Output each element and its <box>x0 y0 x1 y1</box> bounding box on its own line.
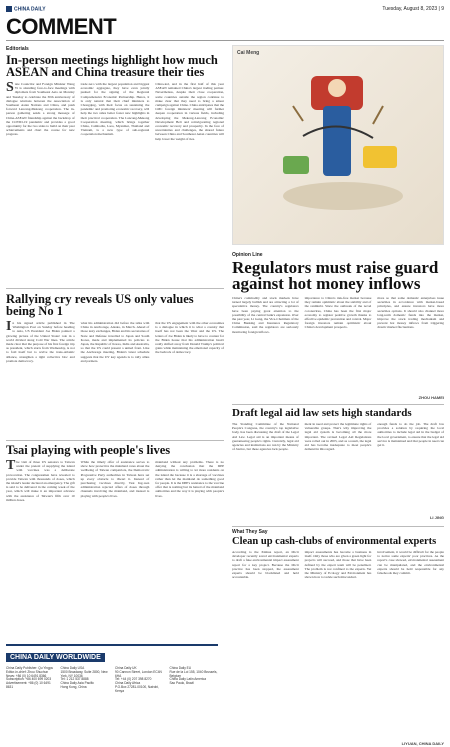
article3-col2-text: While the timely offer of assistance serves to show how protective the mainland cares about the wellbeing of Taiwan compatriots, the Democratic Progressive Party authorities in Taiwan have set up every obstacle to thwart it. Instead of purchasing vaccines directly, Tsai Ing-wen administration rejected offers of doses through channels involving the mainland, and instead is playing with people's lives. <box>80 460 150 498</box>
opinion-article3-col1-text: According to the Xinhua report, an illicit developer recently saved environmental experts to draft a fake environmental impact assessment report for a key project. Because the illicit practice has been stopped, the assessment experts should be blacklisted and held accountable. <box>232 550 299 580</box>
article3-col3 <box>155 460 224 638</box>
editorials-section <box>6 46 224 258</box>
brand-name: CHINA DAILY <box>14 6 46 13</box>
opinion-article1-col1 <box>232 296 299 394</box>
opinion-article3-byline: LIYUAN, CHINA DAILY <box>401 741 444 746</box>
opinion-article2-title: Draft legal aid law sets high standards <box>232 407 412 419</box>
opinion-article2-byline: LI JING <box>429 515 444 520</box>
footer-grid <box>6 667 218 694</box>
article1-col3-text: China-led, and in the first half of this year ASEAN remained China's largest trading partner. Nevertheless, despite their close cooperation, some countries outside the region continue to make clear that they need to bring a smear campaign against China. China anticipates that the LMC foreign ministers' meeting will further deepen cooperation in various fields, including developing the Mekong-Lancang Economic Development Belt and reinvigorating regional economic recovery and prosperity. In the face of uncertainties and challenges, the shared future between China and Southeast Asian countries will help lower the weight of ties. <box>155 82 224 141</box>
opinion-article1-col2-text: importance to China's risk-free market because they remain optimistic about the stability and of the renminbi. Since the outbreak of the novel coronavirus, China has been the first major economy to register positive growth thanks to effective epidemic prevention and control. Major foreign investors remain optimistic about China's development prospects. <box>304 296 372 330</box>
page-header <box>6 4 444 14</box>
article2 <box>6 293 224 453</box>
article1-body <box>6 82 224 258</box>
opinion-section <box>232 252 444 400</box>
section-title: COMMENT <box>6 14 117 39</box>
article3-body <box>6 460 224 638</box>
opinion-article1-col3 <box>377 296 444 394</box>
article3 <box>6 444 224 638</box>
editorials-label: Editorials <box>6 46 29 52</box>
opinion-article1-body <box>232 296 444 394</box>
cartoon-illustration <box>233 46 444 245</box>
article2-col2 <box>81 321 150 453</box>
article3-col1 <box>6 460 75 638</box>
opinion-article3-col2 <box>305 550 372 740</box>
article3-title: Tsai playing with people's lives <box>6 443 171 457</box>
editorial-cartoon <box>232 45 444 245</box>
article3-col2 <box>81 460 150 638</box>
date-line-wrap: Tuesday, August 8, 2023 | 9 <box>382 6 444 12</box>
date-line: Tuesday, August 8, 2023 <box>382 6 438 12</box>
footer-title: CHINA DAILY WORLDWIDE <box>6 653 105 662</box>
article3-col1-text: he visit of three US senators to Taiwan under the pretext of supplying the island with vaccines was a deliberate provocation. The congressmen have revealed to provide Taiwan with thousands of doses, which the island's leader declared an emergency. The gift is said to be delivered in the coming week of the year, which will make it an important advance with the assistance of Taiwan's fifth over 10 million doses. <box>6 460 75 502</box>
footer-col4: China Daily EU Rue de la Loi 155, 1040 Brussels, Belgium China Daily Latin America Sao Paulo, Brazil <box>169 666 218 686</box>
divider <box>232 404 444 405</box>
article1-col2-text: trade zero with the largest population and biggest economic aggregate, they have even jointly pushed for the signing of the Regional Comprehensive Economic Partnership. Hence, it is only natural that their chief ministers to Chongqing, with their focus on sustaining the pandemic and promoting economic recovery, will help the two sides better foster new highlights in their practical cooperation. The Lancang-Mekong Cooperation meeting, which brings together China, Cambodia, Laos, Myanmar, Thailand and Vietnam, is a new type of sub-regional cooperation mechanism. <box>80 82 150 137</box>
opinion-article2-body <box>232 422 444 514</box>
opinion-article3-body <box>232 550 444 740</box>
opinion-label: Opinion Line <box>232 252 263 258</box>
opinion-article2-col3 <box>377 422 444 514</box>
opinion-article3-title: Clean up cash-clubs of environmental experts <box>232 536 437 547</box>
opinion-article1-title: Regulators must raise guard against hot money inflows <box>232 258 439 293</box>
footer-col1: China Daily Publisher: Qu Yingpu Editor-in-chief: Zhou Shuchun News: +86 (0) 10 6491 8366 Subscription: +86 400 699 0203 Advertisement: +86 (0) 10 6491 8631 <box>6 666 54 689</box>
article1-col1-text: tate Councilor and Foreign Minister Wang Yi is attending face-to-face meetings with diplomats from Southeast Asia on Monday and Tuesday to celebrate the 30th anniversary of dialogue relations between the Association of Southeast Asian Nations and China, and push forward Lancang-Mekong cooperation. The in-person gathering sends a strong message of China-ASEAN friendship against the backdrop of the COVID-19 pandemic and provides a good opportunity for the two sides to build on their past achievements and chart the course for new progress. <box>6 82 75 137</box>
article2-col3 <box>155 321 224 453</box>
opinion-article1-col3-text: more so that some domestic enterprises issue securities in accordance with market-based principles, and ensure investors have more securities options. It should also channel more long-term domestic funds into the market, improve the stock trading mechanism and prevent hot money inflows from triggering drastic market fluctuations. <box>377 296 444 330</box>
article1-title: In-person meetings highlight how much ASEAN and China treasure their ties <box>6 53 218 79</box>
opinion-article3-col3 <box>377 550 444 740</box>
divider <box>232 526 444 527</box>
header-rule <box>6 40 444 41</box>
article3-col3-text: mainland without any problems. There is no denying the conclusion that the DPP administration is willing to let more residents on the island die because it is a shortage of vaccines rather than let the mainland do something good for people. It is the DPP's resistance to the vaccine offer that is nothing but its hatred of the mainland authorities and the way it is playing with people's lives. <box>155 460 224 498</box>
article2-col1-text: n his signed article published in The Washington Post on Sunday before heading to Asia, US President Joe Biden painted a glowing picture of the United States' role in a world divided along Cold War lines. The article made clear that the purpose of his first foreign trip as president, which starts from Wednesday, is not to fold itself but to revive the trans-Atlantic alliance, strengthen a tight collective bloc and promote democracy. <box>6 321 75 363</box>
opinion-article2-col1-text: The Standing Committee of the National People's Congress, the country's top legislative body, has been discussing the draft of the Legal Aid Law. Legal aid is an important means of guaranteeing people's rights. Currently, legal aid agencies and institutions are run by the Ministry of Justice, but these agencies lack people. <box>232 422 299 452</box>
article2-dropcap: I <box>6 321 12 334</box>
article2-body <box>6 321 224 453</box>
article1-dropcap: S <box>6 82 14 95</box>
opinion-article3-col3-text: involvement, it would be difficult for the people to notice some experts' poor practices. As the report's case showed, environmental assessment can be manipulated, and the environmental experts should be held responsible for any falsehoods they commit. <box>377 550 444 576</box>
logo-icon <box>6 6 12 12</box>
opinion-article2 <box>232 408 444 520</box>
opinion-article2-col3-text: enough funds to do the job. The draft law provides a solution by requiring the local authorities to include legal aid in the budget of the local government, to ensure that the legal aid service is maintained and that people in need can get it. <box>377 422 444 448</box>
opinion-article1-col1-text: China's commodity and stock markets have turned largely bullish and are attracting a lot of speculative money. The country's regulators have been paying great attention to the possibility of the central bank's expansion. Over the past year, Li Gang, the Vice-Chairman of the China Banking and Insurance Regulatory Commission, said the regulators are seriously monitoring foreign inflows. <box>232 296 299 334</box>
opinion-article3-col1 <box>232 550 299 740</box>
what-they-say-label: What They Say <box>232 529 268 535</box>
opinion-article2-col1 <box>232 422 299 514</box>
article1-col3 <box>155 82 224 258</box>
article2-col3-text: that the US engagement with the other economies is a dialogue in which it is what a country that itself has not been the West and the US. The letters of Joe Biden is likely to have to counter for the Biden house that his administration hasn't really shifted away from Donald Trump's political gains while maintaining the emotional capacity of the bedrock of democracy. <box>155 321 224 355</box>
divider <box>6 288 224 289</box>
article3-dropcap: T <box>6 460 16 473</box>
opinion-article2-col2 <box>305 422 372 514</box>
footer <box>6 644 218 741</box>
footer-col3: China Daily UK 90 Cannon Street, London EC4N 6HA Tel: +44 (0) 207 398 8270 China Daily Africa P.O.Box 27281-00100, Nairobi, Kenya <box>115 666 162 693</box>
article1-col2 <box>81 82 150 258</box>
opinion-article1-byline: ZHOU HAMEI <box>418 395 444 400</box>
page-number: 9 <box>441 6 444 12</box>
article1-col1 <box>6 82 75 258</box>
opinion-article1-col2 <box>305 296 372 394</box>
divider <box>6 440 224 441</box>
opinion-article3 <box>232 529 444 746</box>
brand <box>6 6 46 12</box>
article2-col1 <box>6 321 75 453</box>
opinion-article3-col2-text: impact assessments has become a business in itself. Only those who are given a green light for projects will succeed, and those that have been defined by the expert team will be penalized. The problem is not confined to the experts. Yet the Ministry of Ecology and Environment has shown how to tackle such misconduct. <box>304 550 372 580</box>
opinion-article2-col2-text: ment in need and protect the legitimate rights of vulnerable groups. That's why improving the legal aid system is becoming all the more important. The revised Legal Aid Regulations were rolled out in 2003, and as a result, the legal aid has become inadequate to meet people's demand in this regard. <box>304 422 372 452</box>
article2-col2-text: what his administration did before the talks with China in Anchorage, Alaska, in March. Ahead of those testy exchanges, Biden and his secretaries of State and Defense travelled to Japan and South Korea, made and implemented its policies to Japan, the Republic of Korea, India and Australia, so that the US could present a united front. Like the Anchorage meeting, Biden's latest schedule suggests that the US' key agenda is to rally allies and partners. <box>80 321 150 363</box>
cartoon-credit: Cai Meng <box>237 50 260 56</box>
article2-title: Rallying cry reveals US only values being No 1 <box>6 292 194 318</box>
footer-col2: China Daily USA 1500 Broadway, Suite 2800, New York, NY 10036 Tel: 1 212 537 8888 China Daily Asia Pacific Hong Kong, China <box>60 666 108 689</box>
